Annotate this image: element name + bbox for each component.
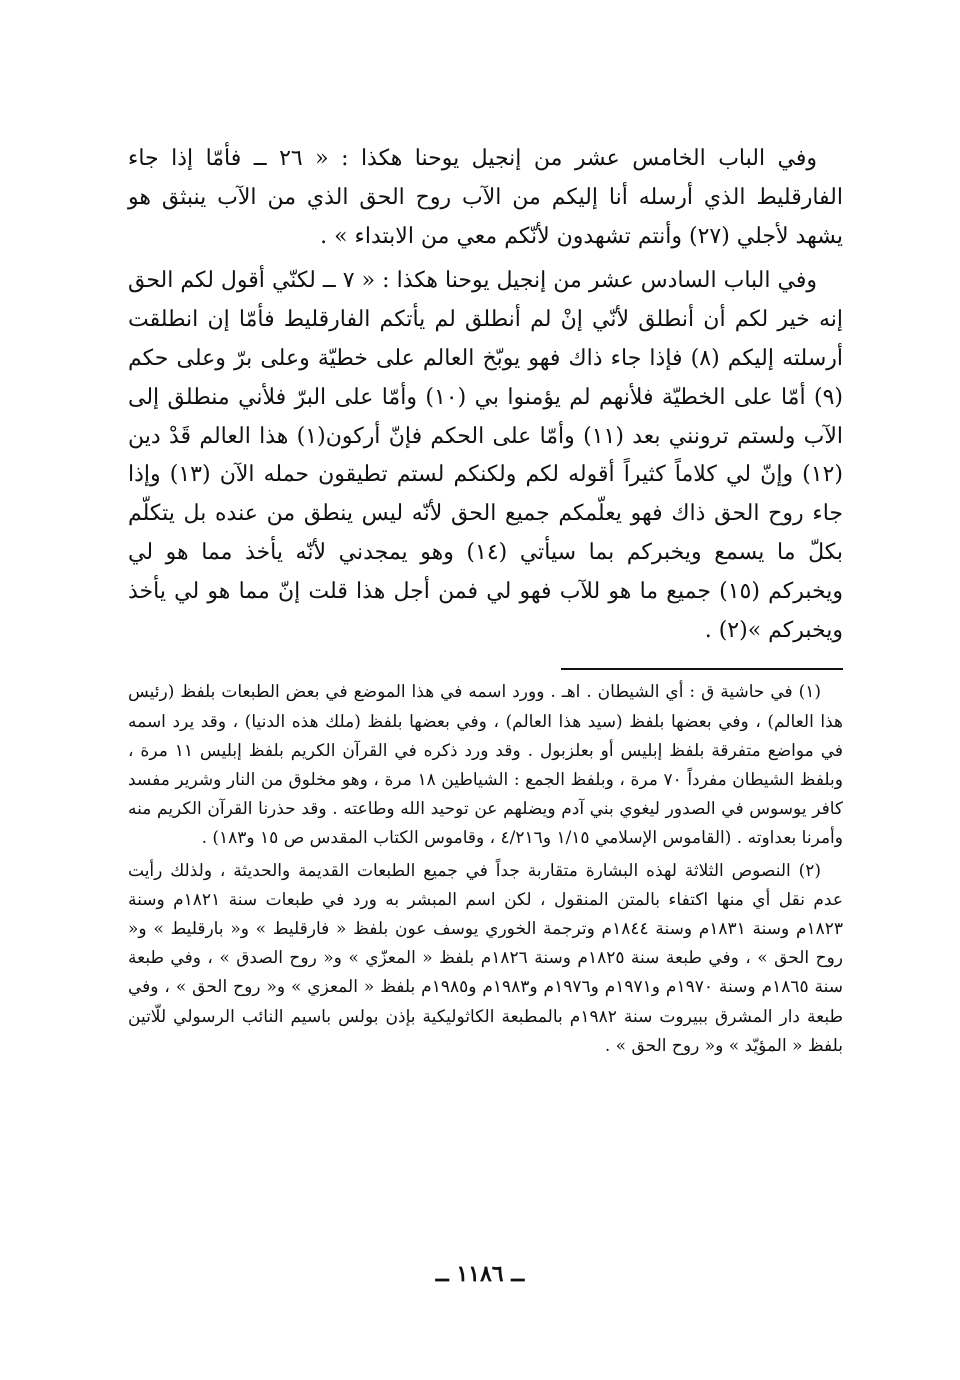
footnote: (١) في حاشية ق : أي الشيطان . اهـ . وورد اسمه في هذا الموضع في بعض الطبعات بلفظ (رئيس هذا العالم) ، وفي بعضها بلفظ (سيد هذا العالم) ، وفي بعضها بلفظ (ملك هذه الدنيا) ، وقد يرد اسمه في مواضع متفرقة بلفظ إبليس أو بعلزبول . وقد ورد ذكره في القرآن الكريم بلفظ إبليس ١١ مرة ، وبلفظ الشيطان مفرداً ٧٠ مرة ، وبلفظ الجمع : الشياطين ١٨ مرة ، وهو مخلوق من النار وشرير مفسد كافر يوسوس في الصدور ليغوي بني آدم ويضلهم عن توحيد الله وطاعته . وقد حذرنا القرآن الكريم منه وأمرنا بعداوته . (القاموس الإسلامي ١/١٥ و٤/٢١٦ ، وقاموس الكتاب المقدس ص ١٥ و١٨٣) .	[128, 682, 844, 849]
page-number: ــ ١١٨٦ ــ	[435, 1261, 525, 1287]
footnote: (٢) النصوص الثلاثة لهذه البشارة متقاربة جداً في جميع الطبعات القديمة والحديثة ، ولذلك رأيت عدم نقل أي منها اكتفاء بالمتن المنقول ، لكن اسم المبشر به ورد في طبعات سنة ١٨٢١م وسنة ١٨٢٣م وسنة ١٨٣١م وسنة ١٨٤٤م وترجمة الخوري يوسف عون بلفظ « فارقليط » و« بارقليط » و« روح الحق » ، وفي طبعة سنة ١٨٢٥م وسنة ١٨٢٦م بلفظ « المعزّي » و« روح الصدق » ، وفي طبعة سنة ١٨٦٥م وسنة ١٩٧٠م و١٩٧١م و١٩٧٦م و١٩٨٣م و١٩٨٥م بلفظ « المعزي » و« روح الحق » ، وفي طبعة دار المشرق ببيروت سنة ١٩٨٢م بالمطبعة الكاثوليكية بإذن بولس باسيم النائب الرسولي للّاتين بلفظ « المؤيّد » و« روح الحق » .	[128, 860, 844, 1056]
document-page	[128, 140, 843, 1061]
main-text	[128, 140, 843, 650]
body-paragraph: وفي الباب الخامس عشر من إنجيل يوحنا هكذا : « ٢٦ ــ فأمّا إذا جاء الفارقليط الذي أرسله أنا إليكم من الآب روح الحق الذي من الآب ينبثق هو يشهد لأجلي (٢٧) وأنتم تشهدون لأنّكم معي من الابتداء » .	[128, 146, 843, 249]
body-paragraph: وفي الباب السادس عشر من إنجيل يوحنا هكذا : « ٧ ــ لكنّي أقول لكم الحق إنه خير لكم أن أنطلق لأنّي إنْ لم أنطلق لم يأتكم الفارقليط فأمّا إن انطلقت أرسلته إليكم (٨) فإذا جاء ذاك فهو يوبّخ العالم على خطيّة وعلى برّ وعلى حكم (٩) أمّا على الخطيّة فلأنهم لم يؤمنوا بي (١٠) وأمّا على البرّ فلأني منطلق إلى الآب ولستم ترونني بعد (١١) وأمّا على الحكم فإنّ أركون(١) هذا العالم قَدْ دين (١٢) وإنّ لي كلاماً كثيراً أقوله لكم ولكنكم لستم تطيقون حمله الآن (١٣) وإذا جاء روح الحق ذاك فهو يعلّمكم جميع الحق لأنّه ليس ينطق من عنده بل يتكلّم بكلّ ما يسمع ويخبركم بما سيأتي (١٤) وهو يمجدني لأنّه يأخذ مما هو لي ويخبركم (١٥) جميع ما هو للآب فهو لي فمن أجل هذا قلت إنّ مما هو لي يأخذ ويخبركم »(٢) .	[128, 268, 844, 643]
footnote-separator	[561, 668, 843, 670]
footnotes	[128, 678, 843, 1061]
